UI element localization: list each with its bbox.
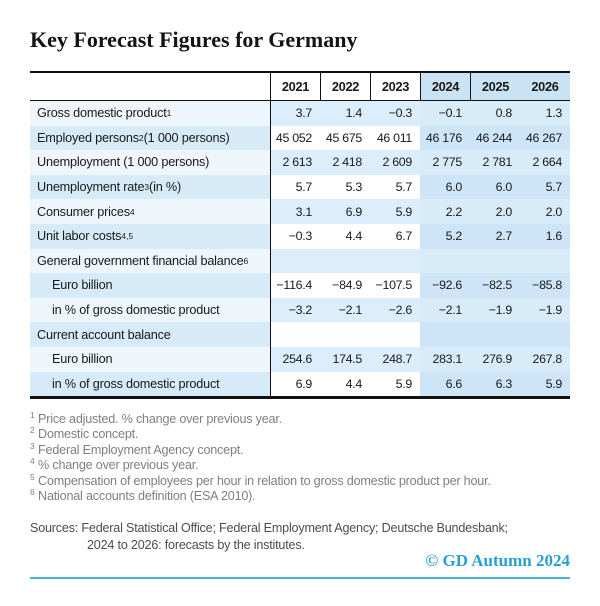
value-cell: 2.7 [470,224,520,249]
value-cell: 2 609 [370,150,420,175]
value-cell: 6.0 [470,175,520,200]
value-cell: 2.0 [520,199,570,224]
value-cell: 2 664 [520,150,570,175]
table-row [30,372,570,397]
value-cell: 174.5 [320,347,370,372]
row-label [30,372,270,397]
value-cell [520,322,570,347]
value-cell: −3.2 [270,298,320,323]
value-cell: −0.3 [370,101,420,126]
footnote-text: Domestic concept. [38,427,139,442]
row-label-text: in % of gross domestic product [52,376,220,391]
value-cell: 6.9 [270,372,320,397]
value-cell: 2 418 [320,150,370,175]
sources-line-1: Sources: Federal Statistical Office; Federal Employment Agency; Deutsche Bundesbank; [30,521,508,535]
value-cell: 4.4 [320,224,370,249]
value-cell: −2.1 [420,298,470,323]
value-cell [270,249,320,274]
row-label-suffix: (in %) [149,180,181,195]
value-cell: 46 011 [370,126,420,151]
row-label-text: Gross domestic product [37,106,167,121]
value-cell: 283.1 [420,347,470,372]
footer-rule [30,577,570,579]
value-cell: 254.6 [270,347,320,372]
value-cell [320,249,370,274]
header-corner-cell [30,73,270,101]
value-cell [420,249,470,274]
row-label-text: Unemployment rate [37,180,145,195]
row-label-text: Unit labor costs [37,229,122,244]
value-cell [470,249,520,274]
row-label: Employed persons 2 (1 000 persons) [30,126,270,151]
value-cell: 46 244 [470,126,520,151]
row-label: Gross domestic product 1 [30,101,270,126]
value-cell: 5.9 [520,372,570,397]
value-cell: 5.9 [370,199,420,224]
copyright-note: © GD Autumn 2024 [425,551,570,570]
table-row [30,199,570,224]
value-cell: −2.1 [320,298,370,323]
year-header-2022: 2022 [320,73,370,101]
row-label-text: in % of gross domestic product [52,303,220,318]
value-cell: 6.3 [470,372,520,397]
row-label-text: Euro billion [52,278,113,293]
table-row [30,273,570,298]
row-label-text: Unemployment (1 000 persons) [37,155,210,170]
value-cell [370,322,420,347]
value-cell: 2.2 [420,199,470,224]
footnote [30,486,570,504]
value-cell: 2 775 [420,150,470,175]
table-row [30,126,570,151]
table-row [30,347,570,372]
table-header-row [30,73,570,101]
value-cell: −116.4 [270,273,320,298]
value-cell: 6.6 [420,372,470,397]
value-cell: 5.9 [370,372,420,397]
row-label-text: Employed persons [37,130,139,145]
value-cell: 45 052 [270,126,320,151]
value-cell: 4.4 [320,372,370,397]
year-header-2021: 2021 [270,73,320,101]
value-cell: 1.4 [320,101,370,126]
value-cell: −1.9 [470,298,520,323]
footnote-marker: 4 [30,456,35,467]
sources-block [30,520,570,554]
footnote-text: Federal Employment Agency concept. [38,442,244,457]
row-label [30,298,270,323]
footnote-marker: 2 [30,425,35,436]
value-cell: 46 176 [420,126,470,151]
footnote-text: % change over previous year. [38,458,199,473]
value-cell: −0.3 [270,224,320,249]
table-row [30,175,570,200]
row-label-text: Euro billion [52,352,113,367]
year-header-2025: 2025 [470,73,520,101]
value-cell: 1.3 [520,101,570,126]
footnote [30,409,570,427]
footnote-marker: 3 [30,440,35,451]
row-label [30,322,270,347]
footnote-marker: 1 [30,409,35,420]
value-cell: 5.7 [270,175,320,200]
footnote [30,440,570,458]
footnote-marker: 6 [30,486,35,497]
forecast-table [30,71,570,399]
table-row [30,249,570,274]
value-cell: −84.9 [320,273,370,298]
value-cell [370,249,420,274]
row-label-text: General government financial balance [37,253,244,268]
value-cell: 0.8 [470,101,520,126]
row-label [30,150,270,175]
footnote-text: Price adjusted. % change over previous year. [38,412,282,426]
year-header-2023: 2023 [370,73,420,101]
row-label [30,347,270,372]
value-cell: 2 781 [470,150,520,175]
value-cell [520,249,570,274]
row-label: Unemployment rate 3 (in %) [30,175,270,200]
value-cell: 6.9 [320,199,370,224]
value-cell: 248.7 [370,347,420,372]
table-row [30,298,570,323]
value-cell: 5.7 [370,175,420,200]
value-cell [320,322,370,347]
value-cell: 1.6 [520,224,570,249]
footnotes-block [30,409,570,504]
footnote [30,427,570,442]
value-cell: 46 267 [520,126,570,151]
page-title: Key Forecast Figures for Germany [30,27,358,52]
table-row [30,322,570,347]
table-row [30,224,570,249]
value-cell: −107.5 [370,273,420,298]
row-label-suffix: (1 000 persons) [143,130,230,145]
footnote-text: National accounts definition (ESA 2010). [38,489,256,504]
year-header-2024: 2024 [420,73,470,101]
value-cell: −82.5 [470,273,520,298]
value-cell: −2.6 [370,298,420,323]
value-cell: 3.1 [270,199,320,224]
footnote [30,458,570,473]
footnote [30,471,570,489]
value-cell: 267.8 [520,347,570,372]
value-cell: 276.9 [470,347,520,372]
value-cell: −0.1 [420,101,470,126]
value-cell: 45 675 [320,126,370,151]
value-cell: 2 613 [270,150,320,175]
value-cell: 2.0 [470,199,520,224]
table-row [30,101,570,126]
row-label-text: Consumer prices [37,204,130,219]
row-label: Unit labor costs 4,5 [30,224,270,249]
row-label: General government financial balance 6 [30,249,270,274]
value-cell: 5.7 [520,175,570,200]
value-cell [420,322,470,347]
footnote-text: Compensation of employees per hour in relation to gross domestic product per hour. [38,473,491,488]
value-cell: −1.9 [520,298,570,323]
value-cell: −85.8 [520,273,570,298]
sources-line-2: 2024 to 2026: forecasts by the institutes. [87,538,305,552]
value-cell: 3.7 [270,101,320,126]
value-cell: −92.6 [420,273,470,298]
value-cell [470,322,520,347]
row-label [30,273,270,298]
table-row [30,150,570,175]
row-label-text: Current account balance [37,327,171,342]
value-cell [270,322,320,347]
row-label: Consumer prices 4 [30,199,270,224]
year-header-2026: 2026 [520,73,570,101]
footnote-marker: 5 [30,471,35,482]
value-cell: 5.2 [420,224,470,249]
value-cell: 5.3 [320,175,370,200]
value-cell: 6.7 [370,224,420,249]
table-body [30,101,570,396]
value-cell: 6.0 [420,175,470,200]
